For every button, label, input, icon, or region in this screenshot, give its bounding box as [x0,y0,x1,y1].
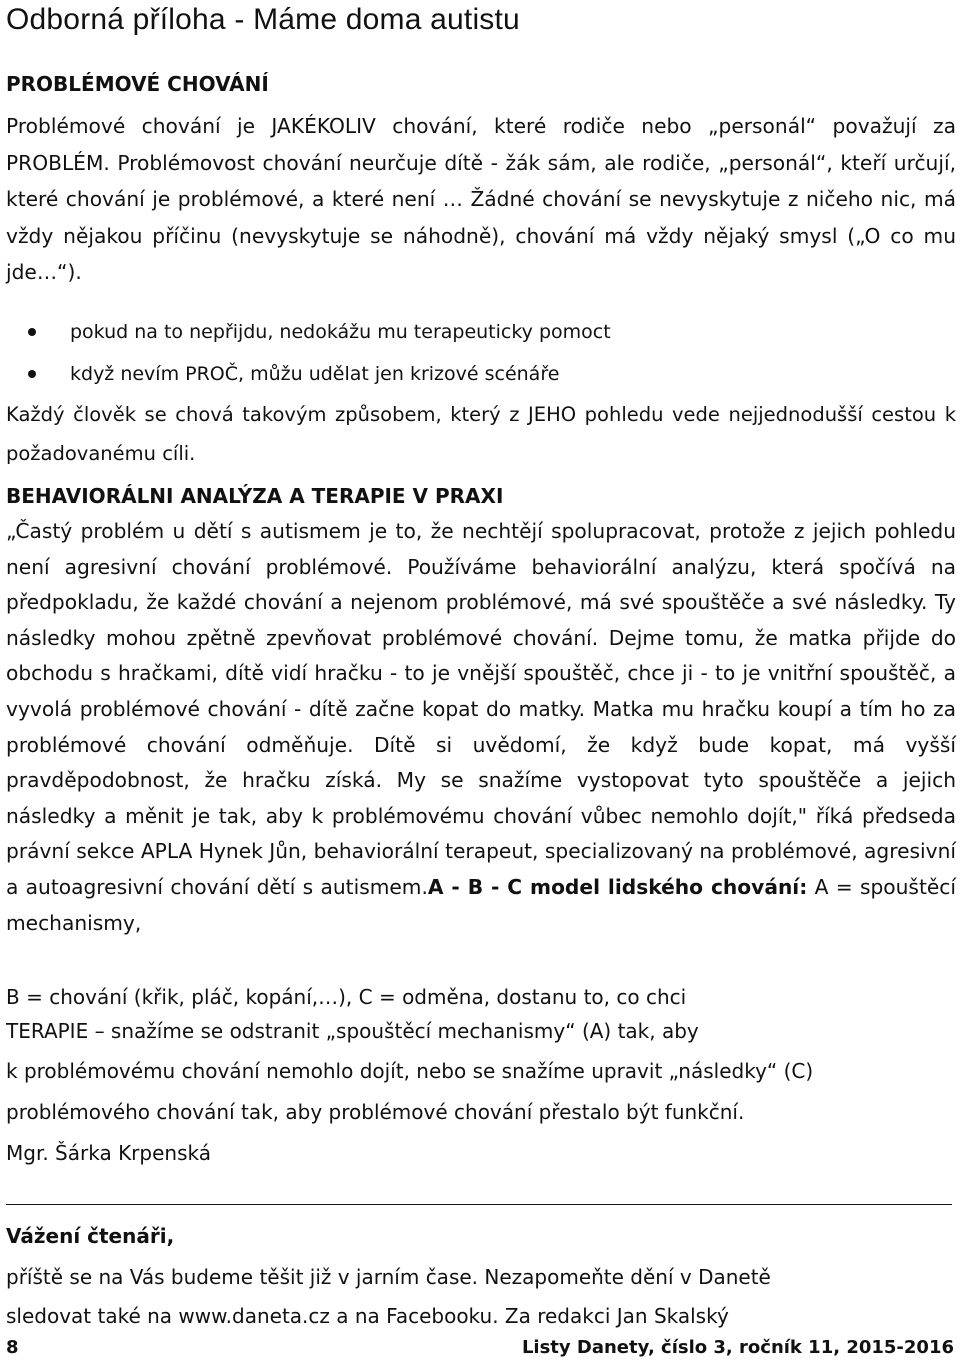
author-signature: Mgr. Šárka Krpenská [6,1141,211,1165]
therapy-line-1: TERAPIE – snažíme se odstranit „spouštěcí mechanismy“ (A) tak, aby [6,1019,699,1043]
notice-line-2: sledovat také na www.daneta.cz a na Facebooku. Za redakci Jan Skalský [6,1304,729,1328]
therapy-line-2: k problémovému chování nemohlo dojít, nebo se snažíme upravit „následky“ (C) [6,1059,814,1083]
bullet-list [6,311,611,395]
publication-info: Listy Danety, číslo 3, ročník 11, 2015-2016 [521,1337,954,1358]
section-heading-behavioral-analysis: BEHAVIORÁLNI ANALÝZA A TERAPIE V PRAXI [6,484,504,508]
page-title: Odborná příloha - Máme doma autistu [6,3,520,36]
paragraph-text: „Častý problém u dětí s autismem je to, že nechtějí spolupracovat, protože z jejich pohledu není agresivní chování problémové. Používáme behaviorální analýzu, která spočívá na předpokladu, že každé chování a nejenom problémové, má své spouštěče a své následky. Ty následky mohou zpětně zpevňovat problémové chování. Dejme tomu, že matka přijde do obchodu s hračkami, dítě vidí hračku - to je vnější spouštěč, chce ji - to je vnitřní spouštěč, a vyvolá problémové chování - dítě začne kopat do matky. Matka mu hračku koupí a tím ho za problémové chování odměňuje. Dítě si uvědomí, že když bude kopat, má vyšší pravděpodobnost, že hračku získá. My se snažíme vystopovat tyto spouštěče a jejich následky a měnit je tak, aby k problémovému chování vůbec nemohlo dojít," říká předseda právní sekce APLA Hynek Jůn, behaviorální terapeut, specializovaný na problémové, agresivní a autoagresivní chování dětí s autismem. [6,519,956,899]
notice-line-1: příště se na Vás budeme těšit již v jarním čase. Nezapomeňte dění v Danetě [6,1265,771,1289]
therapy-line-3: problémového chování tak, aby problémové chování přestalo být funkční. [6,1100,745,1124]
notice-salutation: Vážení čtenáři, [6,1224,175,1248]
bullet-icon [28,328,36,336]
paragraph-every-person: Každý člověk se chová takovým způsobem, který z JEHO pohledu vede nejjednodušší cestou k požadovanému cíli. [6,403,956,465]
paragraph-problem-behavior: Problémové chování je JAKÉKOLIV chování, které rodiče nebo „personál“ považují za PROBLÉM. Problémovost chování neurčuje dítě - žák sám, ale rodiče, „personál“, kteří určují, které chování je problémové, a které není … Žádné chování se nevyskytuje z ničeho nic, má vždy nějakou příčinu (nevyskytuje se náhodně), chování má vždy nějaký smysl („O co mu jde…“). [6,114,956,285]
list-item [6,311,611,353]
abc-model-a: A = spouštěcí mechanismy, [6,874,956,935]
abc-model-bc-line: B = chování (křik, pláč, kopání,…), C = odměna, dostanu to, co chci [6,985,687,1009]
divider [6,1204,952,1205]
page-number: 8 [6,1337,19,1358]
list-item-text: pokud na to nepřijdu, nedokážu mu terapeuticky pomoct [70,321,611,343]
document-page [6,0,958,1363]
list-item [6,353,611,395]
bullet-icon [28,370,36,378]
abc-model-label: A - B - C model lidského chování: [427,874,808,899]
section-heading-problem-behavior: PROBLÉMOVÉ CHOVÁNÍ [6,72,269,96]
list-item-text: když nevím PROČ, můžu udělat jen krizové scénáře [70,363,560,385]
paragraph-behavioral-analysis [6,514,956,941]
